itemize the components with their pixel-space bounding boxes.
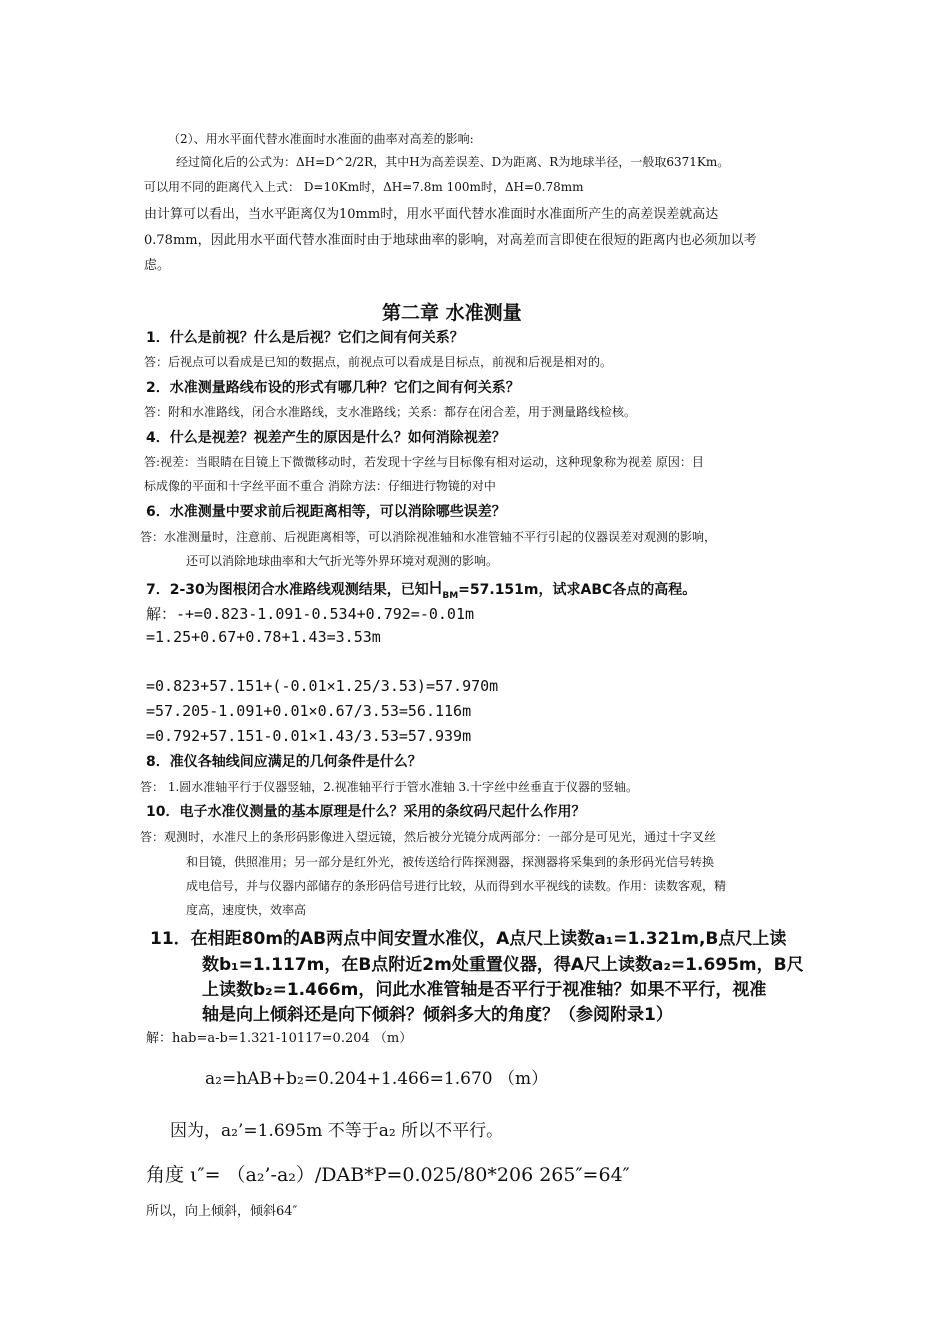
question-4: 4．什么是视差？视差产生的原因是什么？如何消除视差？ [146,430,506,446]
solution-11-line: 因为，a₂’=1.695m 不等于a₂ 所以不平行。 [170,1121,504,1141]
question-7-text: 7．2-30为图根闭合水准路线观测结果，已知 [146,582,429,598]
solution-7-line: =57.205-1.091+0.01×0.67/3.53=56.116m [146,702,472,720]
answer-1: 答：后视点可以看成是已知的数据点，前视点可以看成是目标点，前视和后视是相对的。 [144,355,613,369]
question-7 [146,578,696,601]
intro-formula: 经过简化后的公式为：ΔH=D^2/2R，其中H为高差误差、D为距离、R为地球半径，一般取6371Km。 [176,155,730,169]
answer-10-line: 成电信号，并与仪器内部储存的条形码信号进行比较，从而得到水平视线的读数。作用：读数客观，精 [186,879,727,893]
question-1: 1．什么是前视？什么是后视？它们之间有何关系？ [146,330,464,346]
answer-4-line: 答:视差：当眼睛在目镜上下微微移动时，若发现十字丝与目标像有相对运动，这种现象称为视差 原因：目 [144,455,704,469]
answer-4-line: 标成像的平面和十字丝平面不重合 消除方法：仔细进行物镜的对中 [144,479,496,493]
solution-7-line: =0.823+57.151+(-0.01×1.25/3.53)=57.970m [146,677,499,695]
solution-7-line: 解：-+=0.823-1.091-0.534+0.792=-0.01m [146,605,475,623]
solution-11-conclusion: 所以，向上倾斜，倾斜64″ [146,1204,298,1219]
answer-10-line: 度高，速度快，效率高 [186,903,307,917]
solution-7-line: =0.792+57.151-0.01×1.43/3.53=57.939m [146,727,472,745]
h-bm-symbol: H [428,578,443,599]
answer-6-line: 答：水准测量时，注意前、后视距离相等，可以消除视准轴和水准管轴不平行引起的仪器误差对观测的影响， [140,530,717,544]
intro-paragraph-line: 由计算可以看出，当水平距离仅为10mm时，用水平面代替水准面时水准面所产生的高差误差就高达 [144,207,719,222]
solution-11-line: 解：hab=a-b=1.321-10117=0.204 （m） [146,1031,413,1046]
answer-10-line: 答：观测时，水准尺上的条形码影像进入望远镜，然后被分光镜分成两部分：一部分是可见光，通过十字叉丝 [140,830,717,844]
question-11-line: 轴是向上倾斜还是向下倾斜？倾斜多大的角度？（参阅附录1） [202,1005,673,1025]
solution-11-angle: 角度 ι″= （a₂’-a₂）/DAB*P=0.025/80*206 265″=64″ [146,1164,630,1186]
solution-7-line: =1.25+0.67+0.78+1.43=3.53m [146,628,381,646]
question-6: 6．水准测量中要求前后视距离相等，可以消除哪些误差？ [146,504,506,520]
question-7-text: =57.151m，试求ABC各点的高程。 [458,582,697,598]
intro-heading: （2）、用水平面代替水准面时水准面的曲率对高差的影响: [168,132,474,146]
answer-2: 答：附和水准路线，闭合水准路线，支水准路线；关系：都存在闭合差，用于测量路线检核。 [144,405,637,419]
answer-6-line: 还可以消除地球曲率和大气折光等外界环境对观测的影响。 [186,554,499,568]
h-bm-subscript: BM [442,590,459,601]
question-8: 8．准仪各轴线间应满足的几何条件是什么？ [146,754,422,770]
answer-8: 答： 1.圆水准轴平行于仪器竖轴，2.视准轴平行于管水准轴 3.十字丝中丝垂直于仪器的竖轴。 [140,780,638,794]
question-10: 10．电子水准仪测量的基本原理是什么？采用的条纹码尺起什么作用？ [146,804,586,820]
question-11-line: 11．在相距80m的AB两点中间安置水准仪，A点尺上读数a₁=1.321m,B点尺上读 [150,929,787,949]
solution-11-line: a₂=hAB+b₂=0.204+1.466=1.670 （m） [205,1069,549,1089]
intro-paragraph-line: 0.78mm，因此用水平面代替水准面时由于地球曲率的影响，对高差而言即使在很短的距离内也必须加以考 [144,233,757,248]
question-11-line: 上读数b₂=1.466m，问此水准管轴是否平行于视准轴？如果不平行，视准 [202,980,767,1000]
intro-examples: 可以用不同的距离代入上式： D=10Km时，ΔH=7.8m 100m时，ΔH=0.78mm [144,180,584,194]
question-2: 2．水准测量路线布设的形式有哪几种？它们之间有何关系？ [146,380,520,396]
intro-paragraph-line: 虑。 [144,258,171,273]
chapter-title: 第二章 水准测量 [382,302,522,324]
answer-10-line: 和目镜，供照准用；另一部分是红外光，被传送给行阵探测器，探测器将采集到的条形码光信号转换 [186,855,715,869]
question-11-line: 数b₁=1.117m，在B点附近2m处重置仪器，得A尺上读数a₂=1.695m，B尺 [202,955,804,975]
